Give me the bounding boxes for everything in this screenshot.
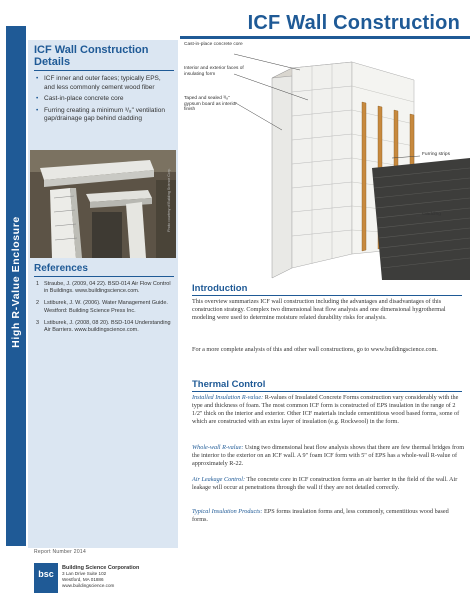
details-list — [36, 75, 172, 127]
label-insulating-form: Interior and exterior faces of insulating form — [184, 66, 244, 77]
thermal-paragraph-2 — [192, 444, 464, 468]
thermal-p2-label: Whole-wall R-value: — [192, 444, 244, 451]
references-title: References — [34, 263, 88, 274]
side-band-label: High R-Value Enclosure — [10, 216, 22, 348]
label-cladding: Cladding — [422, 212, 441, 217]
thermal-p3-label: Air Leakage Control: — [192, 476, 246, 483]
company-name: Building Science Corporation — [62, 565, 140, 571]
references-rule — [34, 276, 174, 277]
icf-wall-photo — [30, 150, 176, 258]
details-item: • ICF inner and outer faces; typically EPS, and less commonly cement wood fiber — [36, 75, 172, 92]
wall-diagram — [182, 40, 470, 280]
page-title: ICF Wall Construction — [247, 12, 460, 34]
label-furring-strips: Furring strips — [422, 152, 450, 157]
reference-number: 1 — [36, 281, 40, 287]
thermal-paragraph-4 — [192, 508, 464, 524]
label-concrete-core: Cast-in-place concrete core — [184, 42, 243, 47]
intro-paragraph-2: For a more complete analysis of this and other wall constructions, go to www.buildingscience.com. — [192, 346, 438, 353]
thermal-p1-text: R-values of Insulated Concrete Forms construction vary considerably with the type and thickness of foam. The most common ICF form is constructed of EPS insulation in the range of 2 1/2" thick on the interior and exterior. Other ICF materials include cementitious wood based forms, some of which are constructed with an extra layer of insulation (e.g. Rockwool) in the form. — [192, 394, 460, 425]
photo-illustration — [30, 150, 176, 258]
reference-number: 3 — [36, 319, 40, 326]
intro-paragraph-1: This overview summarizes ICF wall construction including the advantages and disadvantages of this construction strategy. Complex two dimensional heat flow analysis and one dimensional hygrothermal modeling were used to determine moisture related durability risks for analysis. — [192, 298, 446, 321]
footer-address — [62, 565, 139, 589]
intro-rule — [192, 295, 462, 296]
label-gypsum-board: Taped and sealed ³/₈" gypsum board as interior finish — [184, 96, 237, 113]
thermal-rule — [192, 391, 462, 392]
details-item: • Cast-in-place concrete core — [36, 95, 172, 104]
reference-text: Straube, J. (2009, 04 22). BSD-014 Air Flow Control in Buildings. www.buildingscience.com. — [44, 281, 171, 295]
reference-item — [36, 300, 172, 314]
details-rule — [34, 70, 174, 71]
intro-heading: Introduction — [192, 283, 248, 294]
details-title — [34, 44, 148, 68]
thermal-paragraph-1 — [192, 394, 464, 426]
report-number: Report Number 2014 — [34, 549, 87, 555]
thermal-heading: Thermal Control — [192, 379, 266, 390]
thermal-p4-label: Typical Insulation Products: — [192, 508, 263, 515]
reference-item — [36, 281, 172, 295]
address-line1: 3 Lan Drive Suite 102 — [62, 571, 107, 576]
website-link[interactable]: www.buildingscience.com — [62, 583, 115, 588]
photo-credit: Photo courtesy of Building Science Corp. — [167, 168, 171, 232]
thermal-p1-label: Installed Insulation R-value: — [192, 394, 264, 401]
details-title-line2: Details — [34, 56, 71, 68]
title-rule — [180, 36, 470, 39]
title-bar — [180, 6, 472, 38]
details-item: • Furring creating a minimum ³/₈" ventilation gap/drainage gap behind cladding — [36, 107, 172, 124]
details-title-line1: ICF Wall Construction — [34, 44, 149, 56]
bsc-logo-text: bsc — [38, 569, 54, 579]
references-list — [36, 281, 172, 339]
thermal-p3-text: The concrete core in ICF construction forms an air barrier in the field of the wall. Air leakage will occur at penetrations through the wall if they are not detailed correctly. — [192, 476, 458, 491]
address-line2: Westford, MA 01886 — [62, 577, 104, 582]
reference-item — [36, 320, 172, 334]
reference-text: Lstiburek, J. W. (2006). Water Management Guide. Westford: Building Science Press Inc. — [44, 300, 168, 314]
thermal-p4-text: EPS forms insulation forms and, less commonly, cementitious wood based forms. — [192, 508, 449, 523]
thermal-p2-text: Using two dimensional heat flow analysis shows that there are few thermal bridges from the interior to the exterior on an ICF wall. A 9" foam ICF form with 5" of EPS has a whole-wall R-value of approximately R-22. — [192, 444, 465, 467]
thermal-paragraph-3 — [192, 476, 464, 492]
bsc-logo — [34, 563, 58, 593]
reference-number: 2 — [36, 300, 40, 307]
reference-text: Lstiburek, J. (2008, 08 20). BSD-104 Understanding Air Barriers. www.buildingscience.com. — [44, 319, 171, 334]
